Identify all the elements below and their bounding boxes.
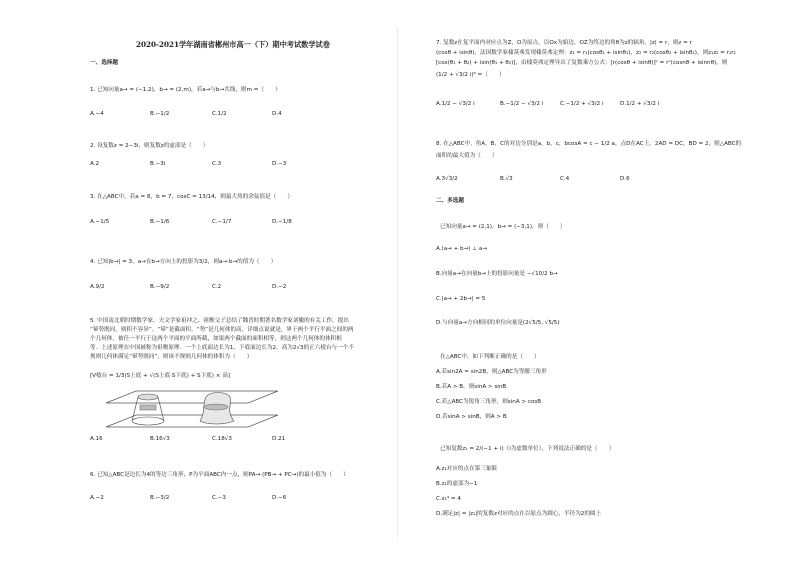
question-7-line-1: 7. 复数z在复平面内对应点为Z，O为原点，以Ox为始边，OZ为终边的角θ为z的辐角，|z| = r，则z = r xyxy=(436,40,692,46)
exam-title: 2020-2021学年湖南省郴州市高一（下）期中考试数学试卷 xyxy=(136,40,330,49)
question-9-option-a: A.(a→ + b→) ⊥ a→ xyxy=(436,246,488,252)
question-7-line-4: (1/2 + √3/2 i)⁶ =（ ） xyxy=(436,72,505,78)
question-1-option-b: B.−1/2 xyxy=(150,111,170,117)
upper-plane xyxy=(106,391,278,403)
question-10-stem: 在△ABC中，如下判断正确的是（ ） xyxy=(440,354,540,360)
question-7-option-c: C.−1/2 + √3/2 i xyxy=(560,101,604,107)
frustum-solid xyxy=(132,394,164,425)
question-3-option-d: D.−1/8 xyxy=(272,219,292,225)
question-6-option-a: A.−2 xyxy=(90,495,104,501)
question-6-option-d: D.−6 xyxy=(272,495,287,501)
question-9-option-c: C.|a→ + 2b→| = 5 xyxy=(436,296,486,302)
question-7-line-2: (cosθ + isinθ)，法国数学家棣莫弗发现棣莫弗定理：z₁ = r₁(cosθ₁ + isinθ₁)，z₂ = r₂(cosθ₂ + isinθ₂)，则z₁z₂ = r₁r₂ xyxy=(436,50,736,56)
question-7-option-a: A.1/2 − √3/2 i xyxy=(436,101,475,107)
question-11-option-c: C.z₁⁴ = 4 xyxy=(436,496,461,502)
question-4-option-a: A.9/2 xyxy=(90,284,105,290)
question-5-option-a: A.16 xyxy=(90,436,103,442)
question-6-option-b: B.−3/2 xyxy=(150,495,170,501)
question-8-line-1: 8. 在△ABC中，角A，B，C的对边分别是a，b，c，bcosA = c − 1/2 a，点D在AC上，2AD = DC，BD = 2，则△ABC的 xyxy=(436,141,742,147)
question-8-option-d: D.6 xyxy=(620,176,630,182)
question-11-option-d: D.满足|z| = |z₁|的复数z对应的点在以原点为圆心，半径为2的圆上 xyxy=(436,511,602,517)
column-divider xyxy=(397,30,398,540)
section-heading-multi: 二、多选题 xyxy=(436,198,464,204)
question-8-option-a: A.3√3/2 xyxy=(436,176,458,182)
question-5-line-2: “幂势既同，则积不容异”。“幂”是截面积，“势”是几何体的高，详细点说就是，界于两个平行平面之间的两 xyxy=(90,327,354,333)
question-2-option-d: D.−3 xyxy=(272,161,287,167)
section-heading-choice: 一、选择题 xyxy=(90,60,118,66)
question-1-stem: 1. 已知向量a→ = (−1,2)，b→ = (2,m)，若a→与b→共线，则m =（ ） xyxy=(90,87,281,93)
question-11-option-b: B.z₁的虚部为−1 xyxy=(436,481,478,487)
question-10-option-b: B.若A > B，则sinA > sinB xyxy=(436,384,507,390)
question-5-line-4: 等．上述原理在中国被称为祖暅原理．一个上底面边长为1，下底面边长为2，高为2√3的正六棱台与一个不 xyxy=(90,345,354,351)
question-1-option-a: A.−4 xyxy=(90,111,104,117)
question-10-option-a: A.若sin2A = sin2B，则△ABC为等腰三角形 xyxy=(436,369,547,375)
question-1-option-c: C.1/2 xyxy=(212,111,227,117)
question-5-formula: [V棱台 = 1/3(S上底 + √(S上底·S下底) + S下底) × 高] xyxy=(90,373,230,379)
irregular-solid xyxy=(200,393,234,425)
question-8-option-c: C.4 xyxy=(560,176,570,182)
question-2-option-c: C.3 xyxy=(212,161,222,167)
question-5-line-3: 个几何体，被任一平行于这两个平面的平面所截，如果两个截面的面积相等，则这两个几何体的体积相 xyxy=(90,336,342,342)
question-5-option-c: C.18√3 xyxy=(212,436,232,442)
question-2-stem: 2. 设复数z = 2−3i，则复数z的虚部是（ ） xyxy=(90,143,209,149)
question-5-option-b: B.16√3 xyxy=(150,436,170,442)
question-4-option-c: C.2 xyxy=(212,284,222,290)
question-9-option-d: D.与向量a→方向相同的单位向量是(2√5/5, √5/5) xyxy=(436,320,560,326)
question-3-stem: 3. 在△ABC中，若a = 8，b = 7，cosC = 13/14，则最大角的余弦值是（ ） xyxy=(90,194,294,200)
zuxuan-principle-figure xyxy=(98,383,288,435)
question-3-option-b: B.−1/6 xyxy=(150,219,170,225)
question-11-stem: 已知复数z₁ = 2/(−1 + i)（i为虚数单位），下列说法正确的是（ ） xyxy=(440,446,615,452)
question-6-option-c: C.−3 xyxy=(212,495,226,501)
question-1-option-d: D.4 xyxy=(272,111,282,117)
question-4-stem: 4. 已知|b→| = 3，a→在b→方向上的投影为3/2，则a→·b→的值为（ ） xyxy=(90,259,277,265)
question-8-option-b: B.√3 xyxy=(500,176,513,182)
question-10-option-c: C.若△ABC为锐角三角形，则sinA > cosB xyxy=(436,399,542,405)
question-5-line-5: 规则几何体满足“幂势既同”，则该不规则几何体的体积为（ ） xyxy=(90,354,253,360)
question-5-line-1: 5. 中国南北朝时期数学家、天文学家祖冲之、祖暅父子总结了魏晋时期著名数学家刘徽的有关工作，提出 xyxy=(90,318,349,324)
question-4-option-d: D.−2 xyxy=(272,284,287,290)
question-7-line-3: [cos(θ₁ + θ₂) + isin(θ₁ + θ₂)]，由棣莫弗定理导出了复数乘方公式：[r(cosθ + isinθ)]ⁿ = rⁿ(cosnθ + isinnθ)，则 xyxy=(436,60,728,66)
question-2-option-b: B.−3i xyxy=(150,161,166,167)
question-3-option-c: C.−1/7 xyxy=(212,219,232,225)
question-7-option-d: D.1/2 + √3/2 i xyxy=(620,101,660,107)
question-6-stem: 6. 已知△ABC是边长为4的等边三角形，P为平面ABC内一点，则PA→·(PB→ + PC→)的最小值为（ ） xyxy=(90,472,349,478)
question-3-option-a: A.−1/5 xyxy=(90,219,110,225)
question-9-option-b: B.向量a→在向量b→上的投影向量是 −√10/2 b→ xyxy=(436,271,558,277)
question-2-option-a: A.2 xyxy=(90,161,100,167)
question-8-line-2: 面积的最大值为（ ） xyxy=(436,153,498,159)
question-11-option-a: A.z₁对应的点在第三象限 xyxy=(436,466,498,472)
question-9-stem: 已知向量a→ = (2,1)，b→ = (−3,1)，则（ ） xyxy=(440,224,566,230)
question-4-option-b: B.−9/2 xyxy=(150,284,170,290)
question-10-option-d: D.若sinA > sinB，则A > B xyxy=(436,414,507,420)
question-5-option-d: D.21 xyxy=(272,436,286,442)
question-7-option-b: B.−1/2 − √3/2 i xyxy=(500,101,544,107)
